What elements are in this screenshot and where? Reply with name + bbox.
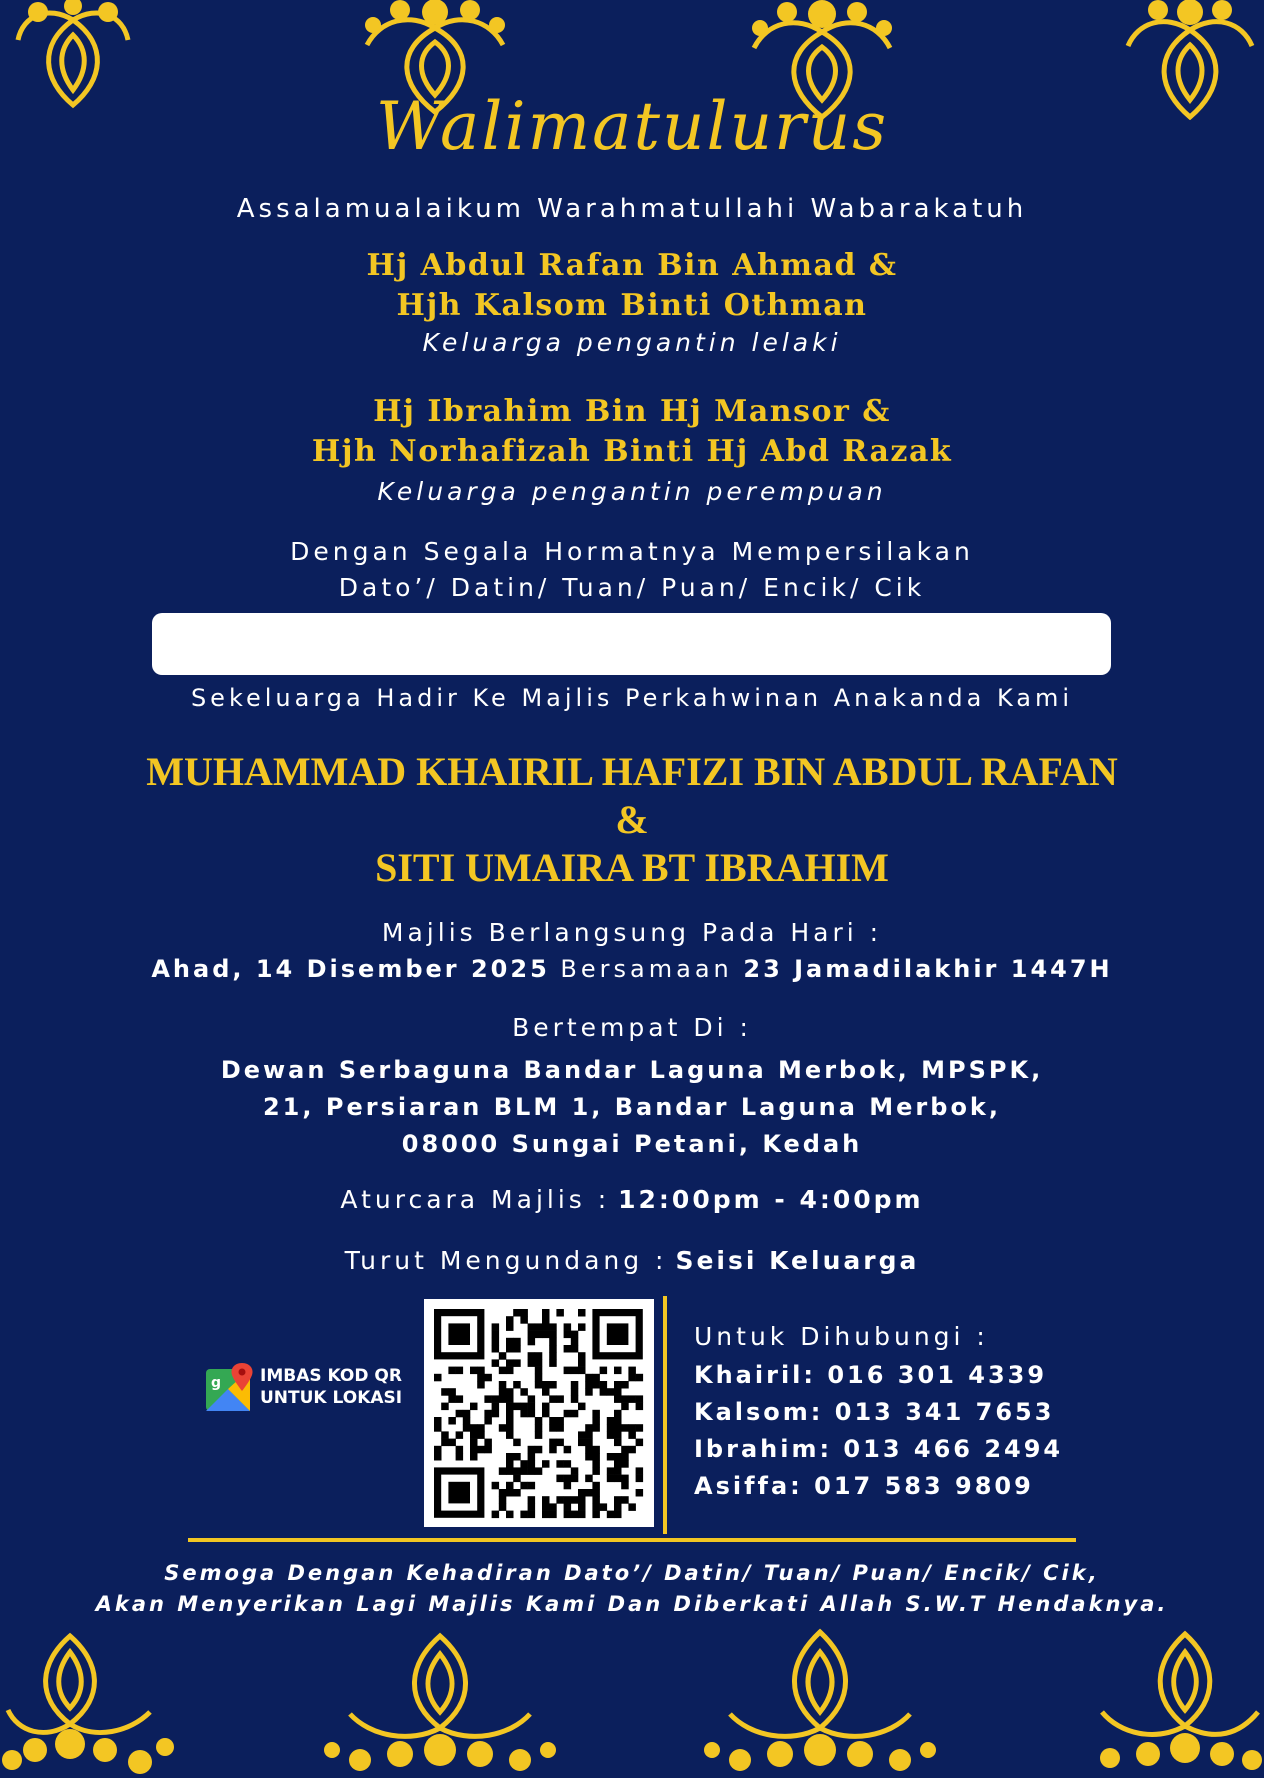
date-connector: Bersamaan [560,955,733,983]
invitation-title: Walimatulurus [375,88,889,165]
co-inviter-label: Turut Mengundang : [344,1246,668,1275]
invite-line-2: Dato’/ Datin/ Tuan/ Puan/ Encik/ Cik [338,573,926,602]
schedule-label: Aturcara Majlis : [340,1185,611,1214]
venue-line-1: Dewan Serbaguna Bandar Laguna Merbok, MPSPK, [220,1056,1044,1084]
contact-item-kalsom: Kalsom: 013 341 7653 [694,1398,1055,1426]
svg-text:g: g [211,1375,222,1391]
schedule-time: 12:00pm - 4:00pm [618,1185,924,1214]
greeting: Assalamualaikum Warahmatullahi Wabarakatuh [236,194,1028,224]
schedule-line [0,1185,1264,1214]
footer-line-1: Semoga Dengan Kehadiran Dato’/ Datin/ Tuan/ Puan/ Encik/ Cik, [164,1561,1100,1585]
date-gregorian: Ahad, 14 Disember 2025 [151,955,550,983]
couple-ampersand: & [615,797,649,842]
date-label: Majlis Berlangsung Pada Hari : [381,918,883,947]
contact-item-ibrahim: Ibrahim: 013 466 2494 [694,1435,1064,1463]
qr-code-graphic [424,1299,654,1527]
groom-family-label: Keluarga pengantin lelaki [422,328,842,357]
date-line [0,955,1264,983]
co-inviter-value: Seisi Keluarga [675,1246,920,1275]
groom-mother: Hjh Kalsom Binti Othman [396,288,868,323]
bride-name: SITI UMAIRA BT IBRAHIM [375,845,889,890]
bottom-left-ornament [0,1632,180,1778]
date-hijri: 23 Jamadilakhir 1447H [743,955,1113,983]
footer-line-2: Akan Menyerikan Lagi Majlis Kami Dan Diberkati Allah S.W.T Hendaknya. [95,1592,1169,1616]
groom-parents [0,246,1264,326]
footer-divider [188,1538,1076,1542]
qr-caption-line-2: UNTUK LOKASI [260,1388,403,1408]
invite-text [0,534,1264,606]
groom-father: Hj Abdul Rafan Bin Ahmad & [366,248,898,283]
contact-item-asiffa: Asiffa: 017 583 9809 [694,1472,1034,1500]
bride-father: Hj Ibrahim Bin Hj Mansor & [373,394,891,429]
bride-family-label: Keluarga pengantin perempuan [377,477,887,506]
guest-name-field[interactable] [152,613,1111,675]
bottom-right-ornament [1080,1630,1264,1778]
venue-address [0,1052,1264,1163]
bride-parents [0,392,1264,472]
bride-mother: Hjh Norhafizah Binti Hj Abd Razak [311,434,953,469]
contact-item-khairil: Khairil: 016 301 4339 [694,1361,1048,1389]
venue-line-2: 21, Persiaran BLM 1, Bandar Laguna Merbok, [262,1093,1002,1121]
bottom-center-left-ornament [320,1632,560,1778]
invite-line-1: Dengan Segala Hormatnya Mempersilakan [290,537,974,566]
venue-label: Bertempat Di : [512,1013,752,1042]
contacts-block [694,1322,1063,1509]
groom-name: MUHAMMAD KHAIRIL HAFIZI BIN ABDUL RAFAN [146,749,1118,794]
qr-location-badge [206,1361,402,1413]
invite-line-3: Sekeluarga Hadir Ke Majlis Perkahwinan Anakanda Kami [190,684,1074,712]
google-maps-icon [206,1361,256,1413]
co-inviter-line [0,1246,1264,1275]
couple-names [0,748,1264,892]
venue-line-3: 08000 Sungai Petani, Kedah [401,1130,863,1158]
contact-divider [663,1296,667,1534]
location-qr-code[interactable] [424,1299,654,1527]
contacts-label: Untuk Dihubungi : [694,1322,989,1351]
bottom-center-right-ornament [700,1628,940,1778]
qr-caption-line-1: IMBAS KOD QR [260,1366,402,1386]
